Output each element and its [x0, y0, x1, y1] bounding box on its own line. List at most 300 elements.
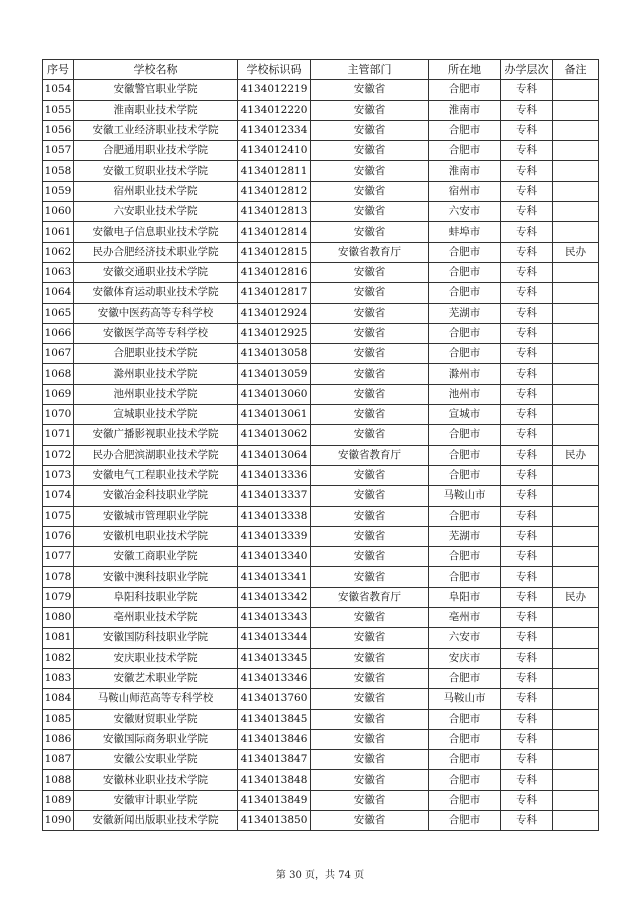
header-level: 办学层次 — [501, 60, 553, 80]
cell-location: 合肥市 — [429, 283, 501, 303]
cell-level: 专科 — [501, 648, 553, 668]
cell-school-name: 阜阳科技职业学院 — [74, 587, 238, 607]
cell-location: 合肥市 — [429, 810, 501, 830]
cell-level: 专科 — [501, 567, 553, 587]
cell-remarks — [553, 526, 599, 546]
cell-authority: 安徽省 — [311, 80, 429, 100]
cell-location: 合肥市 — [429, 141, 501, 161]
cell-level: 专科 — [501, 384, 553, 404]
cell-location: 蚌埠市 — [429, 222, 501, 242]
table-row — [43, 506, 599, 526]
cell-school-name: 安徽广播影视职业技术学院 — [74, 425, 238, 445]
cell-remarks — [553, 709, 599, 729]
cell-level: 专科 — [501, 344, 553, 364]
cell-school-code: 4134013064 — [238, 445, 311, 465]
cell-school-name: 合肥职业技术学院 — [74, 344, 238, 364]
cell-authority: 安徽省 — [311, 364, 429, 384]
cell-level: 专科 — [501, 222, 553, 242]
table-row — [43, 668, 599, 688]
cell-authority: 安徽省 — [311, 689, 429, 709]
table-row — [43, 364, 599, 384]
cell-location: 合肥市 — [429, 506, 501, 526]
cell-authority: 安徽省教育厅 — [311, 587, 429, 607]
cell-remarks — [553, 668, 599, 688]
cell-level: 专科 — [501, 405, 553, 425]
cell-school-code: 4134013345 — [238, 648, 311, 668]
cell-school-name: 安徽财贸职业学院 — [74, 709, 238, 729]
cell-remarks — [553, 608, 599, 628]
cell-remarks — [553, 648, 599, 668]
header-school-name: 学校名称 — [74, 60, 238, 80]
header-location: 所在地 — [429, 60, 501, 80]
cell-school-code: 4134013849 — [238, 790, 311, 810]
cell-remarks: 民办 — [553, 587, 599, 607]
cell-school-code: 4134012220 — [238, 100, 311, 120]
cell-location: 合肥市 — [429, 425, 501, 445]
cell-school-code: 4134013061 — [238, 405, 311, 425]
cell-school-name: 民办合肥滨湖职业技术学院 — [74, 445, 238, 465]
cell-school-name: 安徽林业职业技术学院 — [74, 770, 238, 790]
cell-school-name: 安徽工贸职业技术学院 — [74, 161, 238, 181]
cell-level: 专科 — [501, 161, 553, 181]
cell-remarks — [553, 161, 599, 181]
cell-index: 1076 — [43, 526, 74, 546]
cell-location: 六安市 — [429, 628, 501, 648]
cell-school-name: 安徽体育运动职业技术学院 — [74, 283, 238, 303]
cell-authority: 安徽省 — [311, 567, 429, 587]
table-row — [43, 202, 599, 222]
cell-authority: 安徽省 — [311, 384, 429, 404]
cell-location: 合肥市 — [429, 242, 501, 262]
cell-location: 马鞍山市 — [429, 689, 501, 709]
cell-location: 合肥市 — [429, 709, 501, 729]
cell-remarks — [553, 100, 599, 120]
cell-index: 1070 — [43, 405, 74, 425]
table-row — [43, 608, 599, 628]
cell-school-code: 4134012812 — [238, 181, 311, 201]
cell-school-name: 安徽城市管理职业学院 — [74, 506, 238, 526]
cell-school-code: 4134013343 — [238, 608, 311, 628]
cell-location: 合肥市 — [429, 323, 501, 343]
cell-index: 1068 — [43, 364, 74, 384]
cell-authority: 安徽省 — [311, 222, 429, 242]
cell-school-name: 安徽新闻出版职业技术学院 — [74, 810, 238, 830]
table-row — [43, 262, 599, 282]
cell-remarks — [553, 120, 599, 140]
table-header-row — [43, 60, 599, 80]
cell-school-code: 4134012814 — [238, 222, 311, 242]
cell-remarks — [553, 80, 599, 100]
cell-authority: 安徽省教育厅 — [311, 445, 429, 465]
cell-level: 专科 — [501, 810, 553, 830]
header-authority: 主管部门 — [311, 60, 429, 80]
cell-index: 1088 — [43, 770, 74, 790]
cell-authority: 安徽省 — [311, 750, 429, 770]
cell-remarks — [553, 222, 599, 242]
cell-index: 1055 — [43, 100, 74, 120]
table-row — [43, 100, 599, 120]
cell-location: 合肥市 — [429, 790, 501, 810]
cell-level: 专科 — [501, 262, 553, 282]
cell-remarks — [553, 323, 599, 343]
cell-location: 合肥市 — [429, 750, 501, 770]
table-row — [43, 405, 599, 425]
cell-school-code: 4134013346 — [238, 668, 311, 688]
cell-authority: 安徽省 — [311, 323, 429, 343]
cell-authority: 安徽省 — [311, 303, 429, 323]
cell-school-code: 4134012334 — [238, 120, 311, 140]
table-row — [43, 790, 599, 810]
cell-level: 专科 — [501, 547, 553, 567]
cell-authority: 安徽省 — [311, 648, 429, 668]
cell-authority: 安徽省 — [311, 526, 429, 546]
cell-location: 六安市 — [429, 202, 501, 222]
table-row — [43, 628, 599, 648]
table-row — [43, 770, 599, 790]
cell-school-name: 亳州职业技术学院 — [74, 608, 238, 628]
cell-authority: 安徽省 — [311, 425, 429, 445]
cell-school-code: 4134013337 — [238, 486, 311, 506]
cell-remarks — [553, 567, 599, 587]
cell-level: 专科 — [501, 323, 553, 343]
cell-level: 专科 — [501, 526, 553, 546]
cell-location: 合肥市 — [429, 567, 501, 587]
table-row — [43, 80, 599, 100]
cell-school-name: 安徽公安职业学院 — [74, 750, 238, 770]
cell-location: 马鞍山市 — [429, 486, 501, 506]
cell-school-code: 4134013847 — [238, 750, 311, 770]
cell-level: 专科 — [501, 465, 553, 485]
cell-index: 1072 — [43, 445, 74, 465]
cell-authority: 安徽省 — [311, 709, 429, 729]
table-row — [43, 567, 599, 587]
table-row — [43, 242, 599, 262]
table-row — [43, 120, 599, 140]
cell-authority: 安徽省 — [311, 770, 429, 790]
cell-school-code: 4134013060 — [238, 384, 311, 404]
cell-remarks — [553, 405, 599, 425]
cell-location: 合肥市 — [429, 729, 501, 749]
table-row — [43, 181, 599, 201]
cell-level: 专科 — [501, 790, 553, 810]
cell-authority: 安徽省 — [311, 100, 429, 120]
cell-index: 1074 — [43, 486, 74, 506]
table-row — [43, 141, 599, 161]
cell-school-code: 4134013059 — [238, 364, 311, 384]
cell-remarks — [553, 770, 599, 790]
cell-school-code: 4134013341 — [238, 567, 311, 587]
cell-authority: 安徽省 — [311, 283, 429, 303]
header-index: 序号 — [43, 60, 74, 80]
cell-remarks — [553, 425, 599, 445]
cell-index: 1086 — [43, 729, 74, 749]
table-row — [43, 486, 599, 506]
cell-remarks — [553, 465, 599, 485]
cell-school-name: 安徽工业经济职业技术学院 — [74, 120, 238, 140]
table-row — [43, 465, 599, 485]
cell-authority: 安徽省 — [311, 405, 429, 425]
cell-level: 专科 — [501, 141, 553, 161]
cell-school-name: 安徽审计职业学院 — [74, 790, 238, 810]
cell-level: 专科 — [501, 506, 553, 526]
table-row — [43, 445, 599, 465]
cell-school-code: 4134012924 — [238, 303, 311, 323]
cell-location: 合肥市 — [429, 262, 501, 282]
cell-authority: 安徽省 — [311, 141, 429, 161]
cell-authority: 安徽省 — [311, 202, 429, 222]
table-row — [43, 587, 599, 607]
cell-location: 合肥市 — [429, 465, 501, 485]
cell-index: 1083 — [43, 668, 74, 688]
cell-location: 合肥市 — [429, 770, 501, 790]
cell-school-code: 4134012925 — [238, 323, 311, 343]
cell-index: 1058 — [43, 161, 74, 181]
cell-remarks — [553, 506, 599, 526]
cell-level: 专科 — [501, 100, 553, 120]
cell-level: 专科 — [501, 120, 553, 140]
cell-school-code: 4134013760 — [238, 689, 311, 709]
cell-level: 专科 — [501, 750, 553, 770]
cell-index: 1082 — [43, 648, 74, 668]
cell-authority: 安徽省 — [311, 810, 429, 830]
cell-school-code: 4134013058 — [238, 344, 311, 364]
cell-school-name: 池州职业技术学院 — [74, 384, 238, 404]
cell-index: 1077 — [43, 547, 74, 567]
cell-school-code: 4134013848 — [238, 770, 311, 790]
cell-index: 1079 — [43, 587, 74, 607]
cell-school-name: 安徽中澳科技职业学院 — [74, 567, 238, 587]
cell-remarks — [553, 810, 599, 830]
cell-school-code: 4134012816 — [238, 262, 311, 282]
cell-school-name: 安徽中医药高等专科学校 — [74, 303, 238, 323]
cell-location: 合肥市 — [429, 344, 501, 364]
cell-school-name: 安徽工商职业学院 — [74, 547, 238, 567]
cell-index: 1056 — [43, 120, 74, 140]
cell-remarks — [553, 202, 599, 222]
cell-school-name: 安徽电气工程职业技术学院 — [74, 465, 238, 485]
cell-index: 1089 — [43, 790, 74, 810]
cell-school-code: 4134012410 — [238, 141, 311, 161]
cell-location: 合肥市 — [429, 80, 501, 100]
cell-authority: 安徽省 — [311, 790, 429, 810]
cell-authority: 安徽省 — [311, 547, 429, 567]
cell-location: 合肥市 — [429, 445, 501, 465]
cell-school-code: 4134013846 — [238, 729, 311, 749]
cell-authority: 安徽省 — [311, 608, 429, 628]
cell-level: 专科 — [501, 181, 553, 201]
table-body — [43, 80, 599, 831]
cell-location: 宣城市 — [429, 405, 501, 425]
cell-remarks — [553, 628, 599, 648]
cell-level: 专科 — [501, 425, 553, 445]
cell-authority: 安徽省 — [311, 729, 429, 749]
cell-authority: 安徽省 — [311, 465, 429, 485]
header-school-code: 学校标识码 — [238, 60, 311, 80]
table-row — [43, 283, 599, 303]
table-row — [43, 161, 599, 181]
school-list-table — [42, 59, 599, 831]
cell-location: 安庆市 — [429, 648, 501, 668]
table-row — [43, 526, 599, 546]
cell-remarks: 民办 — [553, 445, 599, 465]
cell-level: 专科 — [501, 486, 553, 506]
cell-school-code: 4134013344 — [238, 628, 311, 648]
cell-index: 1066 — [43, 323, 74, 343]
cell-remarks — [553, 262, 599, 282]
cell-level: 专科 — [501, 445, 553, 465]
cell-location: 宿州市 — [429, 181, 501, 201]
cell-remarks — [553, 384, 599, 404]
cell-index: 1075 — [43, 506, 74, 526]
cell-school-name: 安徽国防科技职业学院 — [74, 628, 238, 648]
cell-school-code: 4134012817 — [238, 283, 311, 303]
cell-location: 芜湖市 — [429, 303, 501, 323]
cell-level: 专科 — [501, 303, 553, 323]
cell-authority: 安徽省 — [311, 486, 429, 506]
cell-index: 1071 — [43, 425, 74, 445]
cell-index: 1073 — [43, 465, 74, 485]
cell-school-name: 安徽冶金科技职业学院 — [74, 486, 238, 506]
cell-index: 1087 — [43, 750, 74, 770]
table-row — [43, 689, 599, 709]
table-row — [43, 648, 599, 668]
cell-school-name: 安徽艺术职业学院 — [74, 668, 238, 688]
cell-index: 1067 — [43, 344, 74, 364]
cell-school-name: 滁州职业技术学院 — [74, 364, 238, 384]
cell-index: 1060 — [43, 202, 74, 222]
cell-level: 专科 — [501, 668, 553, 688]
cell-index: 1063 — [43, 262, 74, 282]
cell-location: 合肥市 — [429, 120, 501, 140]
table-row — [43, 750, 599, 770]
cell-school-name: 安庆职业技术学院 — [74, 648, 238, 668]
cell-index: 1059 — [43, 181, 74, 201]
cell-school-code: 4134012815 — [238, 242, 311, 262]
cell-level: 专科 — [501, 587, 553, 607]
cell-school-name: 民办合肥经济技术职业学院 — [74, 242, 238, 262]
cell-school-name: 安徽国际商务职业学院 — [74, 729, 238, 749]
cell-index: 1062 — [43, 242, 74, 262]
cell-school-name: 六安职业技术学院 — [74, 202, 238, 222]
table-row — [43, 303, 599, 323]
cell-school-code: 4134013338 — [238, 506, 311, 526]
table-row — [43, 729, 599, 749]
cell-index: 1085 — [43, 709, 74, 729]
cell-school-code: 4134012811 — [238, 161, 311, 181]
cell-authority: 安徽省 — [311, 628, 429, 648]
cell-remarks — [553, 486, 599, 506]
cell-level: 专科 — [501, 709, 553, 729]
table-row — [43, 709, 599, 729]
cell-school-name: 安徽医学高等专科学校 — [74, 323, 238, 343]
table-row — [43, 425, 599, 445]
cell-school-name: 合肥通用职业技术学院 — [74, 141, 238, 161]
cell-index: 1078 — [43, 567, 74, 587]
cell-school-name: 安徽交通职业技术学院 — [74, 262, 238, 282]
cell-location: 淮南市 — [429, 100, 501, 120]
cell-level: 专科 — [501, 608, 553, 628]
cell-index: 1064 — [43, 283, 74, 303]
cell-level: 专科 — [501, 202, 553, 222]
cell-remarks — [553, 689, 599, 709]
cell-index: 1090 — [43, 810, 74, 830]
cell-authority: 安徽省 — [311, 262, 429, 282]
cell-authority: 安徽省 — [311, 344, 429, 364]
cell-remarks — [553, 750, 599, 770]
table-row — [43, 547, 599, 567]
cell-school-code: 4134013340 — [238, 547, 311, 567]
cell-school-code: 4134013336 — [238, 465, 311, 485]
cell-location: 合肥市 — [429, 547, 501, 567]
cell-location: 阜阳市 — [429, 587, 501, 607]
cell-level: 专科 — [501, 364, 553, 384]
cell-authority: 安徽省 — [311, 120, 429, 140]
cell-school-name: 安徽电子信息职业技术学院 — [74, 222, 238, 242]
cell-location: 淮南市 — [429, 161, 501, 181]
cell-location: 池州市 — [429, 384, 501, 404]
cell-level: 专科 — [501, 80, 553, 100]
cell-remarks — [553, 364, 599, 384]
page-footer: 第 30 页，共 74 页 — [275, 870, 365, 881]
table-row — [43, 222, 599, 242]
cell-school-code: 4134013342 — [238, 587, 311, 607]
cell-school-code: 4134013845 — [238, 709, 311, 729]
cell-authority: 安徽省 — [311, 181, 429, 201]
cell-school-name: 安徽警官职业学院 — [74, 80, 238, 100]
cell-school-code: 4134013850 — [238, 810, 311, 830]
cell-remarks — [553, 344, 599, 364]
header-remarks: 备注 — [553, 60, 599, 80]
cell-index: 1080 — [43, 608, 74, 628]
table-row — [43, 810, 599, 830]
cell-remarks — [553, 790, 599, 810]
cell-school-name: 淮南职业技术学院 — [74, 100, 238, 120]
cell-level: 专科 — [501, 242, 553, 262]
cell-location: 滁州市 — [429, 364, 501, 384]
cell-school-name: 宿州职业技术学院 — [74, 181, 238, 201]
cell-index: 1061 — [43, 222, 74, 242]
cell-remarks: 民办 — [553, 242, 599, 262]
table-row — [43, 384, 599, 404]
cell-authority: 安徽省教育厅 — [311, 242, 429, 262]
cell-level: 专科 — [501, 283, 553, 303]
cell-index: 1084 — [43, 689, 74, 709]
cell-school-code: 4134013062 — [238, 425, 311, 445]
cell-index: 1081 — [43, 628, 74, 648]
document-page — [42, 59, 598, 831]
cell-level: 专科 — [501, 689, 553, 709]
cell-remarks — [553, 547, 599, 567]
cell-level: 专科 — [501, 729, 553, 749]
cell-school-name: 马鞍山师范高等专科学校 — [74, 689, 238, 709]
cell-location: 亳州市 — [429, 608, 501, 628]
cell-school-code: 4134012813 — [238, 202, 311, 222]
cell-authority: 安徽省 — [311, 668, 429, 688]
cell-authority: 安徽省 — [311, 161, 429, 181]
cell-level: 专科 — [501, 628, 553, 648]
cell-authority: 安徽省 — [311, 506, 429, 526]
cell-school-code: 4134013339 — [238, 526, 311, 546]
cell-location: 合肥市 — [429, 668, 501, 688]
cell-remarks — [553, 141, 599, 161]
cell-index: 1057 — [43, 141, 74, 161]
table-row — [43, 323, 599, 343]
cell-school-name: 宣城职业技术学院 — [74, 405, 238, 425]
table-row — [43, 344, 599, 364]
cell-index: 1065 — [43, 303, 74, 323]
cell-remarks — [553, 303, 599, 323]
cell-school-name: 安徽机电职业技术学院 — [74, 526, 238, 546]
